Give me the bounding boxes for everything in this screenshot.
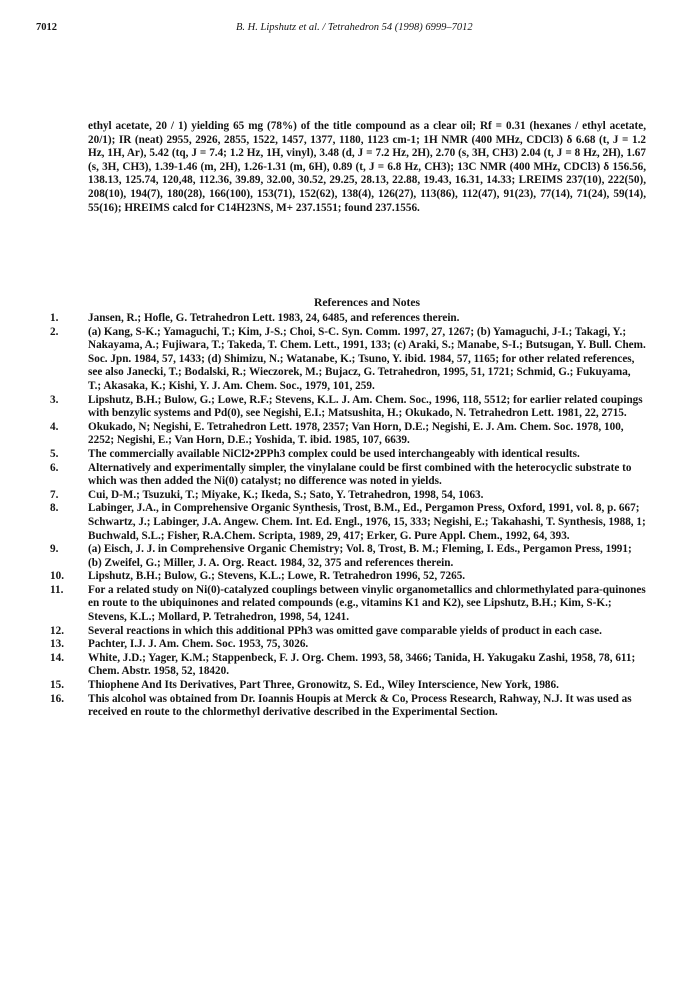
reference-number: 15. bbox=[50, 679, 64, 692]
reference-number: 13. bbox=[50, 638, 64, 651]
reference-text: The commercially available NiCl2•2PPh3 complex could be used interchangeably with identical results. bbox=[88, 447, 580, 460]
reference-item bbox=[50, 312, 646, 326]
reference-number: 5. bbox=[50, 447, 59, 460]
reference-text: Alternatively and experimentally simpler, the vinylalane could be first combined with the heterocyclic substrate to which was then added the Ni(0) catalyst; no difference was noted in yields. bbox=[88, 461, 632, 488]
reference-text: Lipshutz, B.H.; Bulow, G.; Stevens, K.L.; Lowe, R. Tetrahedron 1996, 52, 7265. bbox=[88, 570, 466, 583]
reference-number: 9. bbox=[50, 543, 59, 556]
reference-number: 10. bbox=[50, 570, 64, 583]
reference-text: For a related study on Ni(0)-catalyzed couplings between vinylic organometallics and chlormethylated para-quinones en route to the ubiquinones and related compounds (e.g., vitamins K1 and K2), see Lipshutz, B.H.; Kim, S-K.; Stevens, K.L.; Mollard, P. Tetrahedron, 1998, 54, 1241. bbox=[88, 583, 646, 624]
page-header bbox=[36, 22, 646, 40]
reference-text: White, J.D.; Yager, K.M.; Stappenbeck, F. J. Org. Chem. 1993, 58, 3466; Tanida, H. Yakugaku Zashi, 1958, 78, 611; Chem. Abstr. 1958, 52, 18420. bbox=[88, 651, 636, 678]
reference-item bbox=[50, 421, 646, 448]
reference-number: 1. bbox=[50, 312, 59, 324]
reference-text: Okukado, N; Negishi, E. Tetrahedron Lett. 1978, 2357; Van Horn, D.E.; Negishi, E. J. Am. Chem. Soc. 1978, 100, 2252; Negishi, E.; Van Horn, D.E.; Yoshida, T. ibid. 1985, 107, 6639. bbox=[88, 420, 624, 447]
reference-number: 3. bbox=[50, 393, 59, 406]
reference-number: 6. bbox=[50, 461, 59, 474]
reference-item bbox=[50, 625, 646, 639]
reference-number: 11. bbox=[50, 583, 64, 596]
reference-item bbox=[50, 489, 646, 503]
reference-number: 14. bbox=[50, 651, 64, 664]
reference-item bbox=[50, 679, 646, 693]
reference-number: 16. bbox=[50, 692, 64, 705]
running-head: B. H. Lipshutz et al. / Tetrahedron 54 (1998) 6999–7012 bbox=[236, 22, 473, 33]
reference-text: Pachter, I.J. J. Am. Chem. Soc. 1953, 75, 3026. bbox=[88, 638, 309, 651]
reference-item bbox=[50, 394, 646, 421]
reference-text: This alcohol was obtained from Dr. Ioannis Houpis at Merck & Co, Process Research, Rahway, N.J. It was used as received en route to the chlormethyl derivative described in the Experimental Section. bbox=[88, 692, 632, 719]
reference-item bbox=[50, 638, 646, 652]
references-heading: References and Notes bbox=[313, 296, 421, 309]
reference-number: 4. bbox=[50, 420, 59, 433]
reference-number: 12. bbox=[50, 624, 64, 637]
reference-number: 2. bbox=[50, 325, 59, 338]
reference-number: 7. bbox=[50, 488, 59, 501]
reference-text: (a) Eisch, J. J. in Comprehensive Organic Chemistry; Vol. 8, Trost, B. M.; Fleming, I. Eds., Pergamon Press, 1991; (b) Zweifel, G.; Miller, J. A. Org. React. 1984, 32, 375 and references therein. bbox=[88, 543, 632, 569]
reference-item bbox=[50, 448, 646, 462]
reference-text: Several reactions in which this additional PPh3 was omitted gave comparable yields of product in each case. bbox=[88, 624, 602, 637]
experimental-paragraph: ethyl acetate, 20 / 1) yielding 65 mg (78%) of the title compound as a clear oil; Rf = 0.31 (hexanes / ethyl acetate, 20/1); IR (neat) 2955, 2926, 2855, 1522, 1457, 1377, 1180, 1123 cm-1; 1H NMR (400 MHz, CDCl3) δ 6.68 (t, J = 1.2 Hz, 1H, Ar), 5.42 (tq, J = 7.4; 1.2 Hz, 1H, vinyl), 3.48 (d, J = 7.2 Hz, 2H), 2.70 (s, 3H, CH3) 2.04 (t, J = 8 Hz, 2H), 1.67 (s, 3H, CH3), 1.39-1.46 (m, 2H), 1.26-1.31 (m, 6H), 0.89 (t, J = 6.8 Hz, CH3); 13C NMR (400 MHz, CDCl3) δ 156.56, 138.13, 125.74, 120,48, 112.36, 39.89, 32.00, 30.52, 29.25, 28.13, 22.88, 19.43, 16.31, 14.33; LREIMS 237(10), 222(50), 208(10), 194(7), 180(28), 166(100), 153(71), 152(62), 138(4), 126(27), 113(86), 112(47), 91(23), 77(14), 71(24), 59(14), 55(16); HREIMS calcd for C14H23NS, M+ 237.1551; found 237.1556. bbox=[88, 120, 646, 214]
reference-text: Jansen, R.; Hofle, G. Tetrahedron Lett. 1983, 24, 6485, and references therein. bbox=[88, 312, 460, 324]
page-number: 7012 bbox=[36, 22, 57, 33]
reference-item bbox=[50, 502, 646, 543]
reference-list bbox=[50, 312, 646, 720]
reference-text: Thiophene And Its Derivatives, Part Three, Gronowitz, S. Ed., Wiley Interscience, New York, 1986. bbox=[88, 679, 559, 692]
reference-item bbox=[50, 693, 646, 720]
reference-item bbox=[50, 543, 646, 570]
reference-text: Labinger, J.A., in Comprehensive Organic Synthesis, Trost, B.M., Ed., Pergamon Press, Oxford, 1991, vol. 8, p. 667; Schwartz, J.; Labinger, J.A. Angew. Chem. Int. Ed. Engl., 1976, 15, 333; Negishi, E.; Takahashi, T. Synthesis, 1988, 1; Buchwald, S.L.; Fisher, R.A.Chem. Scripta, 1989, 29, 417; Erker, G. Pure Appl. Chem., 1992, 64, 393. bbox=[88, 502, 646, 542]
reference-number: 8. bbox=[50, 502, 59, 515]
reference-text: Cui, D-M.; Tsuzuki, T.; Miyake, K.; Ikeda, S.; Sato, Y. Tetrahedron, 1998, 54, 1063. bbox=[88, 488, 484, 501]
reference-item bbox=[50, 462, 646, 489]
reference-item bbox=[50, 652, 646, 679]
reference-text: Lipshutz, B.H.; Bulow, G.; Lowe, R.F.; Stevens, K.L. J. Am. Chem. Soc., 1996, 118, 5512; for earlier related coupings with benzylic systems and Pd(0), see Negishi, E.I.; Matsushita, H.; Okukado, N. Tetrahedron Lett. 1981, 22, 2715. bbox=[88, 393, 643, 420]
reference-item bbox=[50, 584, 646, 625]
reference-text: (a) Kang, S-K.; Yamaguchi, T.; Kim, J-S.; Choi, S-C. Syn. Comm. 1997, 27, 1267; (b) Yamaguchi, J-I.; Takagi, Y.; Nakayama, A.; Fujiwara, T.; Takeda, T. Chem. Lett., 1991, 133; (c) Araki, S.; Manabe, S-I.; Butsugan, Y. Bull. Chem. Soc. Jpn. 1984, 57, 1433; (d) Shimizu, N.; Watanabe, K.; Tsuno, Y. ibid. 1984, 57, 1165; for other related references, see also Janecki, T.; Bodalski, R.; Wieczorek, M.; Bujacz, G. Tetrahedron, 1995, 51, 1721; Schmid, G.; Fukuyama, T.; Akasaka, K.; Kishi, Y. J. Am. Chem. Soc., 1979, 101, 259. bbox=[88, 325, 646, 392]
reference-item bbox=[50, 326, 646, 394]
reference-item bbox=[50, 570, 646, 584]
